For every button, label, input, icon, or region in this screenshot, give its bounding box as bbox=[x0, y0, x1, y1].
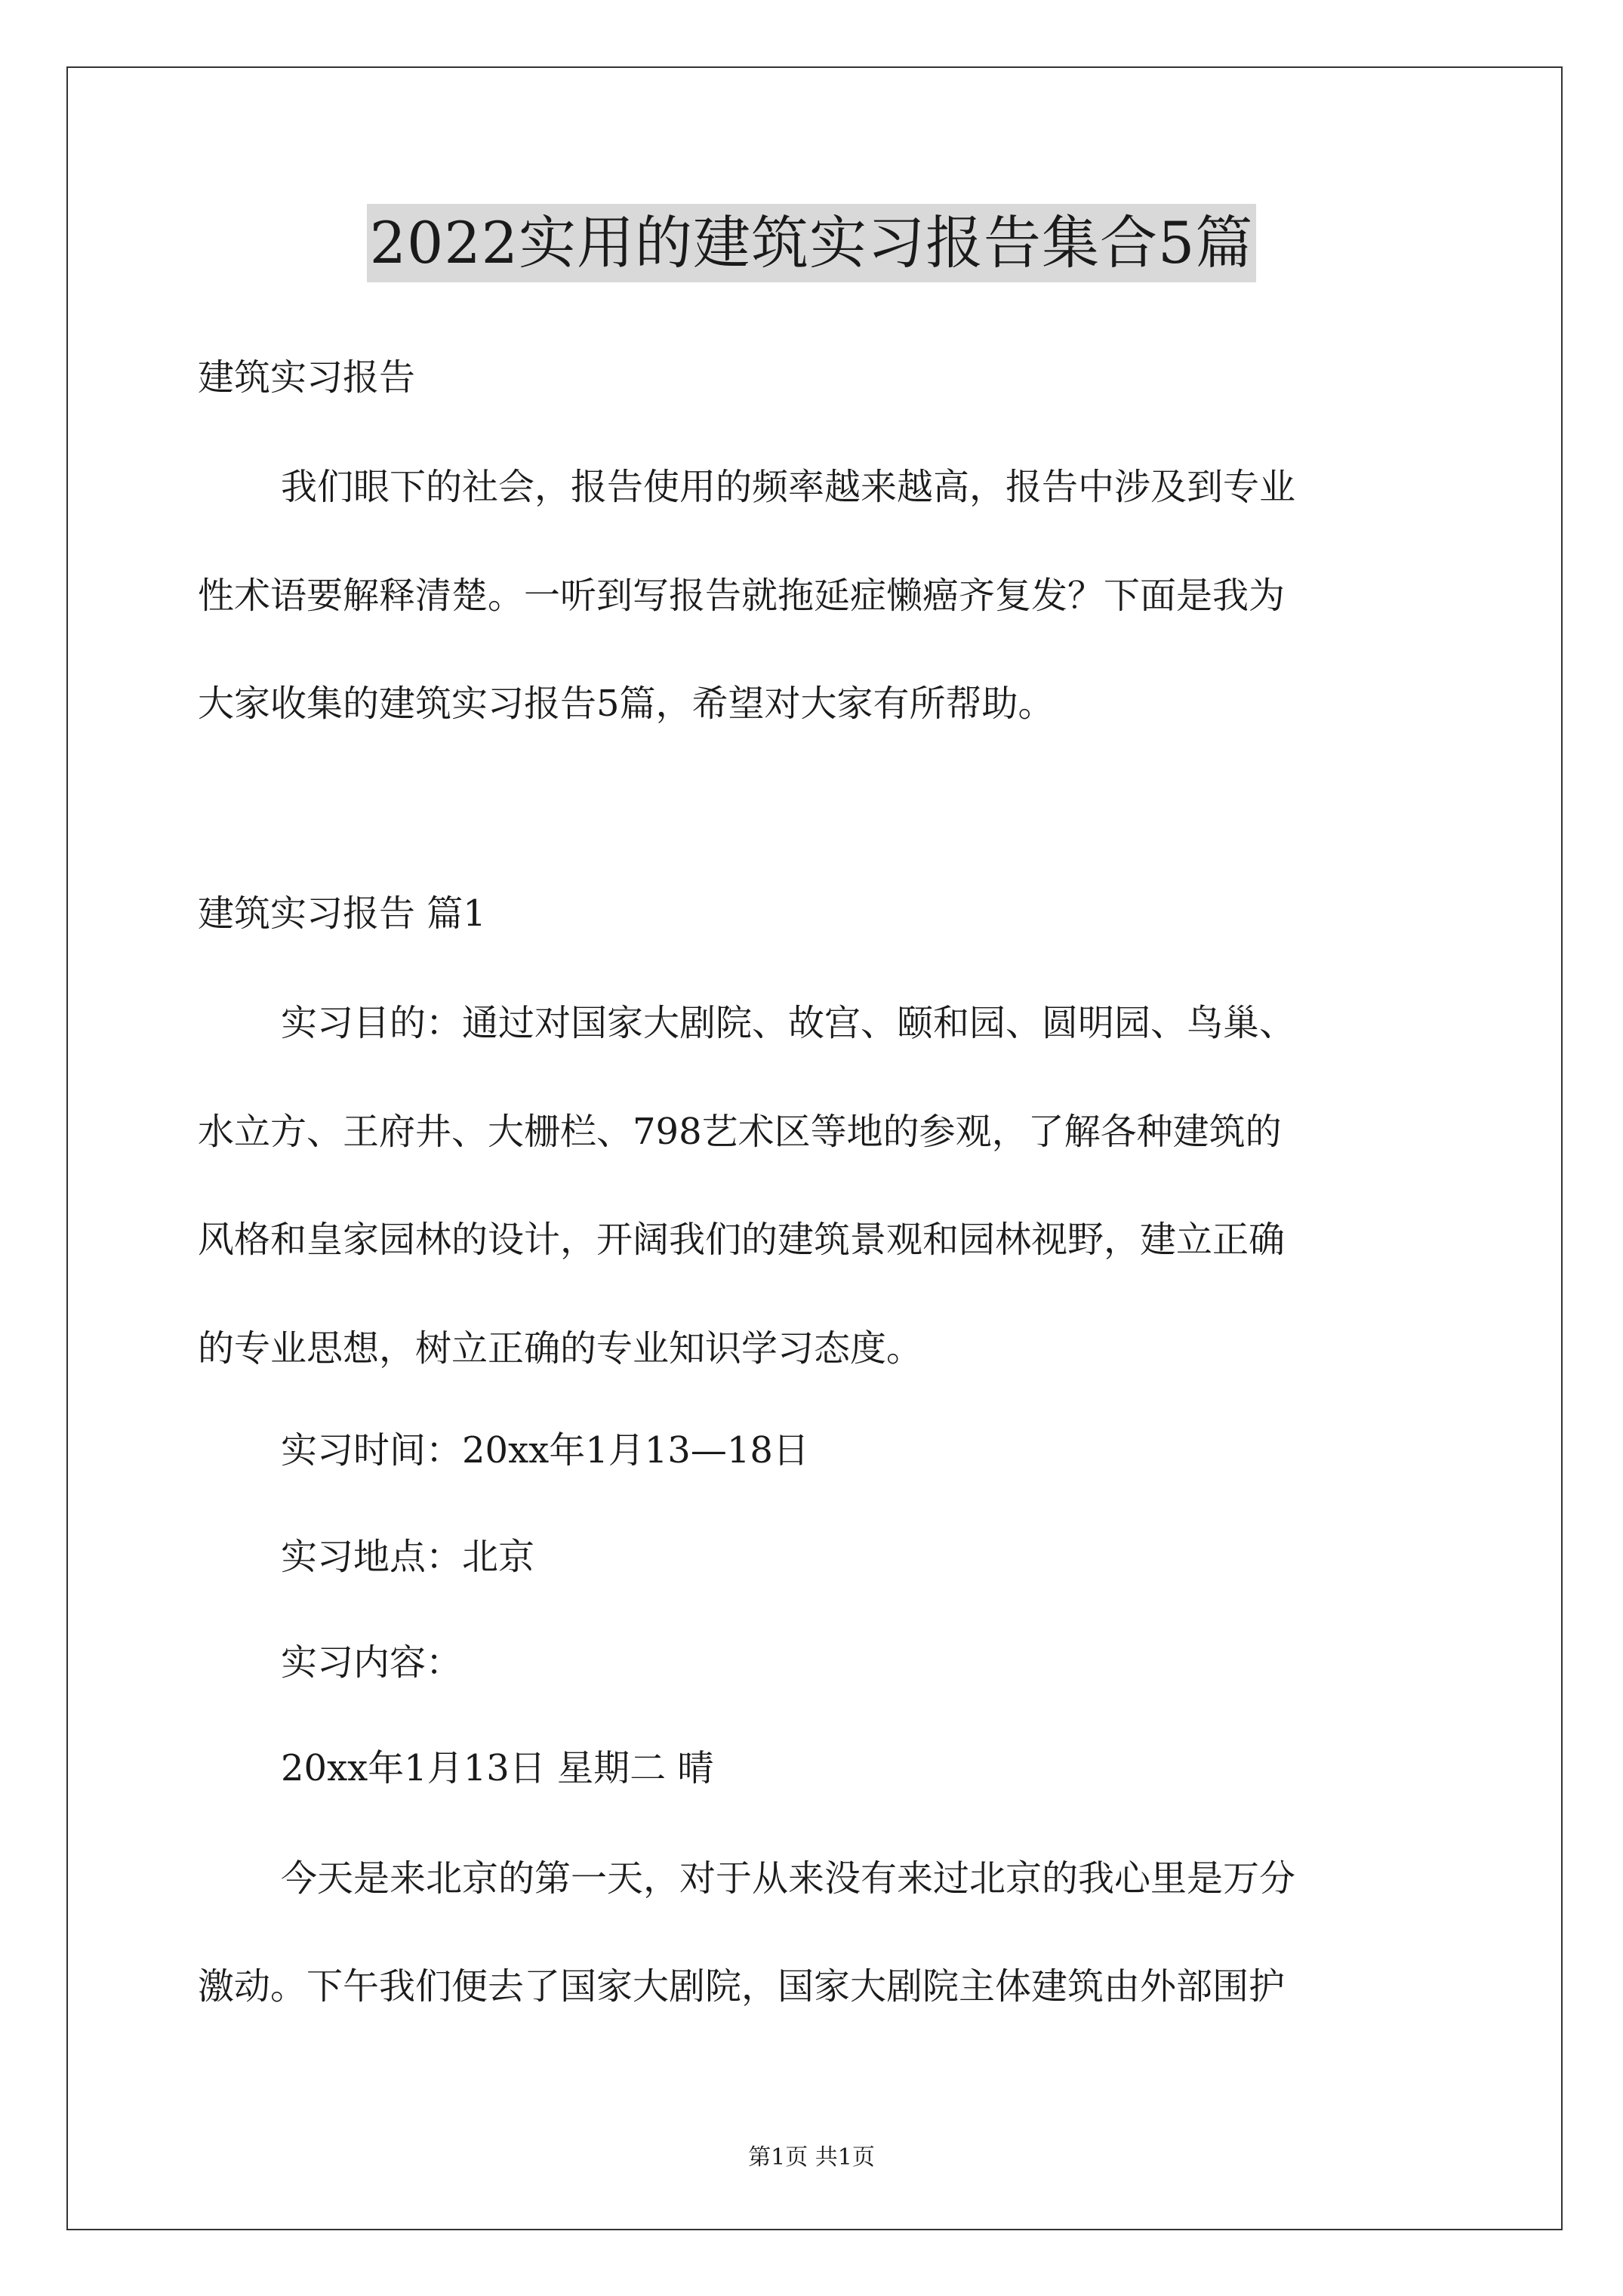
intro-line-3: 大家收集的建筑实习报告5篇，希望对大家有所帮助。 bbox=[198, 683, 1055, 725]
date-line: 20xx年1月13日 星期二 晴 bbox=[281, 1747, 714, 1789]
section-heading: 建筑实习报告 篇1 bbox=[198, 892, 486, 935]
intro-line-2: 性术语要解释清楚。一听到写报告就拖延症懒癌齐复发？下面是我为 bbox=[198, 575, 1286, 617]
page-footer: 第1页 共1页 bbox=[748, 2144, 875, 2171]
content-label: 实习内容： bbox=[281, 1641, 463, 1684]
title-container bbox=[0, 204, 1623, 282]
intro-line-1: 我们眼下的社会，报告使用的频率越来越高，报告中涉及到专业 bbox=[281, 466, 1296, 508]
purpose-line-2: 水立方、王府井、大栅栏、798艺术区等地的参观，了解各种建筑的 bbox=[198, 1111, 1282, 1153]
body-line-1: 今天是来北京的第一天，对于从来没有来过北京的我心里是万分 bbox=[281, 1857, 1296, 1900]
internship-time: 实习时间：20xx年1月13—18日 bbox=[281, 1429, 809, 1472]
main-heading: 建筑实习报告 bbox=[198, 356, 416, 399]
purpose-line-4: 的专业思想，树立正确的专业知识学习态度。 bbox=[198, 1327, 923, 1370]
internship-place: 实习地点：北京 bbox=[281, 1536, 535, 1578]
body-line-2: 激动。下午我们便去了国家大剧院，国家大剧院主体建筑由外部围护 bbox=[198, 1965, 1286, 2008]
document-title: 2022实用的建筑实习报告集合5篇 bbox=[367, 204, 1257, 282]
purpose-line-1: 实习目的：通过对国家大剧院、故宫、颐和园、圆明园、鸟巢、 bbox=[281, 1002, 1296, 1044]
purpose-line-3: 风格和皇家园林的设计，开阔我们的建筑景观和园林视野，建立正确 bbox=[198, 1219, 1286, 1261]
